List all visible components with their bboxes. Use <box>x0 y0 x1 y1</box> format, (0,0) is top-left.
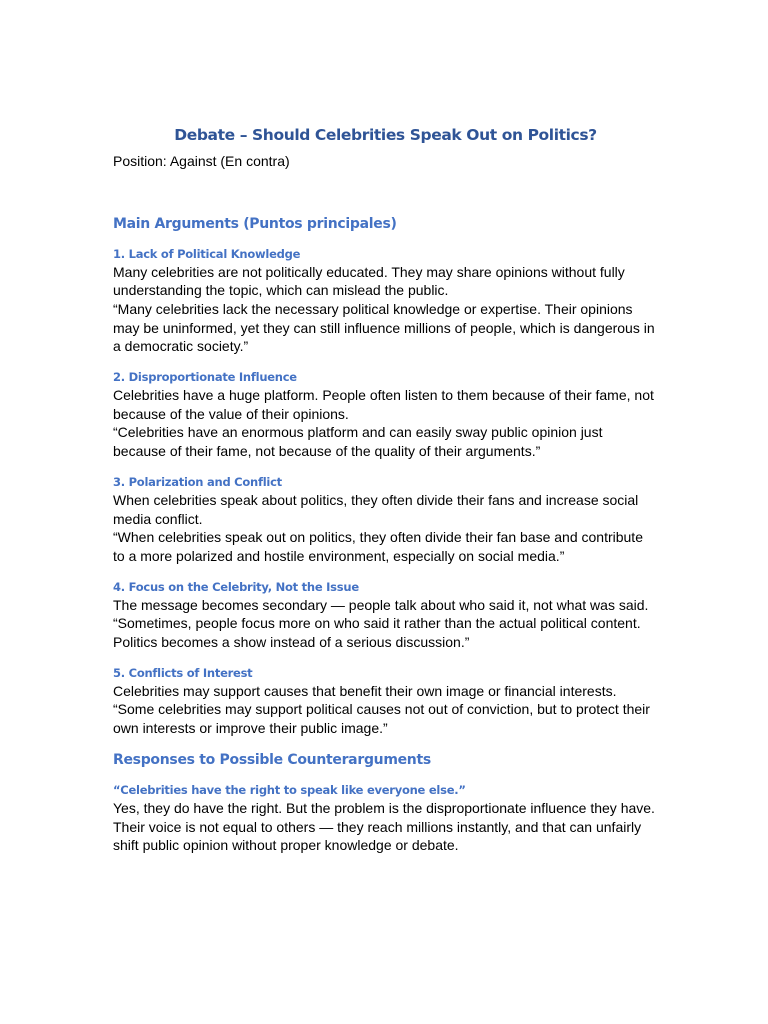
argument-1 <box>113 246 658 357</box>
spacer <box>113 566 658 579</box>
argument-summary: When celebrities speak about politics, they often divide their fans and increase social media conflict. <box>113 491 639 527</box>
argument-heading: 4. Focus on the Celebrity, Not the Issue <box>113 579 359 594</box>
response-body: Yes, they do have the right. But the problem is the disproportionate influence they have. Their voice is not equal to others — they reach millions instantly, and that can unfairly shift public opinion without proper knowledge or debate. <box>113 799 655 854</box>
argument-5 <box>113 665 658 738</box>
document-title: Debate – Should Celebrities Speak Out on Politics? <box>174 126 597 144</box>
counterargument-heading: “Celebrities have the right to speak like everyone else.” <box>113 782 466 797</box>
argument-summary: Many celebrities are not politically educated. They may share opinions without fully understanding the topic, which can mislead the public. <box>113 263 625 299</box>
spacer <box>113 461 658 474</box>
main-arguments-heading: Main Arguments (Puntos principales) <box>113 215 397 232</box>
argument-summary: Celebrities have a huge platform. People often listen to them because of their fame, not because of the value of their opinions. <box>113 387 654 422</box>
argument-2 <box>113 369 658 461</box>
spacer <box>113 652 658 665</box>
argument-heading: 3. Polarization and Conflict <box>113 474 282 489</box>
spacer <box>113 738 658 750</box>
argument-quote: “Some celebrities may support political causes not out of conviction, but to protect their own interests or improve their public image.” <box>113 701 650 737</box>
position-statement: Position: Against (En contra) <box>113 153 290 169</box>
argument-quote: “Many celebrities lack the necessary political knowledge or expertise. Their opinions may be uninformed, yet they can still influence millions of people, which is dangerous in a democratic society.” <box>113 300 655 355</box>
document-page <box>113 123 658 855</box>
spacer <box>113 770 658 782</box>
spacer <box>113 171 658 214</box>
argument-quote: “Celebrities have an enormous platform and can easily sway public opinion just because of their fame, not because of the quality of their arguments.” <box>113 424 603 460</box>
argument-summary: Celebrities may support causes that benefit their own image or financial interests. <box>113 682 617 699</box>
argument-quote: “Sometimes, people focus more on who said it rather than the actual political content. Politics becomes a show instead of a serious discussion.” <box>113 615 641 651</box>
spacer <box>113 356 658 369</box>
responses-heading: Responses to Possible Counterarguments <box>113 751 431 768</box>
argument-heading: 2. Disproportionate Influence <box>113 370 297 385</box>
response-1 <box>113 782 658 855</box>
spacer <box>113 234 658 246</box>
argument-heading: 5. Conflicts of Interest <box>113 665 253 680</box>
argument-quote: “When celebrities speak out on politics, they often divide their fan base and contribute to a more polarized and hostile environment, especially on social media.” <box>113 529 643 564</box>
argument-3 <box>113 474 658 566</box>
argument-summary: The message becomes secondary — people talk about who said it, not what was said. <box>113 596 649 613</box>
argument-heading: 1. Lack of Political Knowledge <box>113 246 301 261</box>
argument-4 <box>113 579 658 652</box>
